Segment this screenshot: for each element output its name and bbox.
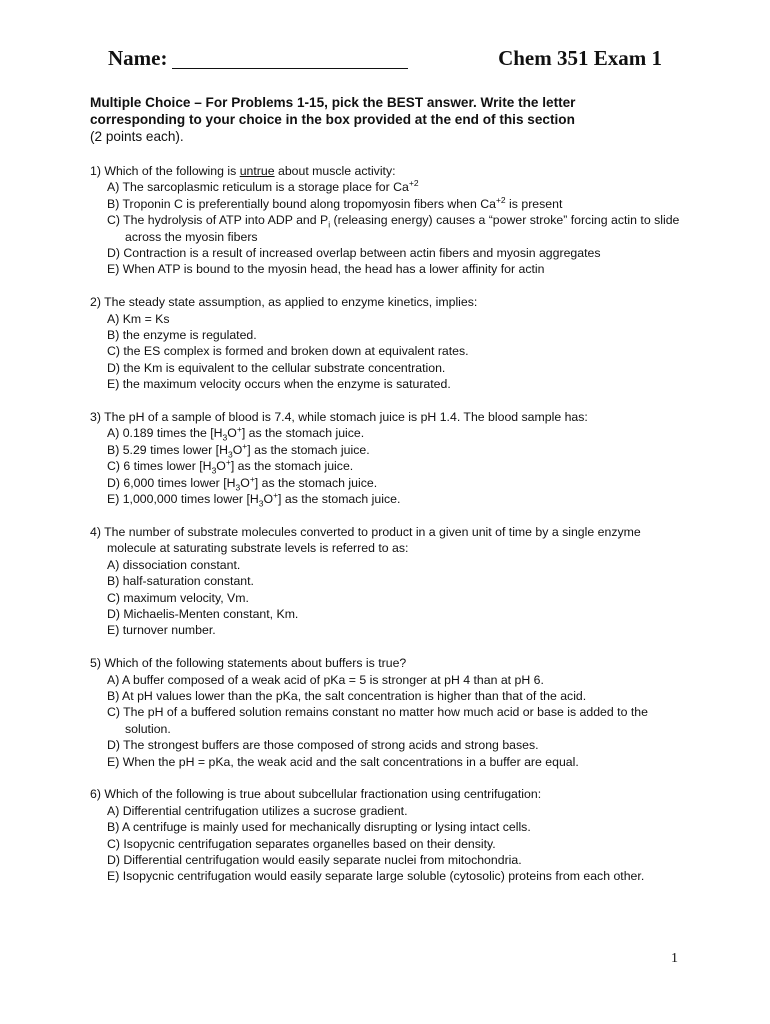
question-1-option-b: B) Troponin C is preferentially bound along tropomyosin fibers when $Ca^{+2}$ is present bbox=[107, 194, 563, 211]
question-4-option-d: D) Michaelis-Menten constant, Km. bbox=[107, 606, 299, 621]
question-5-option-b: B) At pH values lower than the pKa, the salt concentration is higher than that of the acid. bbox=[107, 688, 587, 703]
instructions-line-3: (2 points each). bbox=[90, 129, 184, 144]
question-5 bbox=[90, 655, 690, 770]
question-1-option-c: C) The hydrolysis of ATP into ADP and $P_i$ (releasing energy) causes a “power stroke” forcing actin to slide across the myosin fibers bbox=[107, 213, 680, 244]
question-6-option-a: A) Differential centrifugation utilizes a sucrose gradient. bbox=[107, 803, 408, 818]
question-2-stem: 2) The steady state assumption, as applied to enzyme kinetics, implies: bbox=[90, 295, 478, 310]
question-1-stem: 1) Which of the following is untrue about muscle activity: bbox=[90, 164, 396, 178]
question-4 bbox=[90, 524, 690, 639]
question-5-option-d: D) The strongest buffers are those composed of strong acids and strong bases. bbox=[107, 738, 539, 753]
question-2-option-c: C) the ES complex is formed and broken down at equivalent rates. bbox=[107, 344, 469, 359]
question-3-option-a: A) 0.189 times the $[H_3O^+]$ as the stomach juice. bbox=[107, 424, 365, 443]
question-2-option-b: B) the enzyme is regulated. bbox=[107, 328, 257, 343]
question-4-option-e: E) turnover number. bbox=[107, 623, 216, 638]
question-4-option-b: B) half-saturation constant. bbox=[107, 574, 254, 589]
question-2 bbox=[90, 294, 690, 392]
question-6-option-e: E) Isopycnic centrifugation would easily separate large soluble (cytosolic) proteins from each other. bbox=[107, 869, 645, 884]
instructions bbox=[90, 94, 690, 145]
instructions-line-1: Multiple Choice – For Problems 1-15, pick the BEST answer. Write the letter bbox=[90, 95, 576, 110]
instructions-line-2: corresponding to your choice in the box provided at the end of this section bbox=[90, 112, 575, 127]
question-6-option-b: B) A centrifuge is mainly used for mechanically disrupting or lysing intact cells. bbox=[107, 820, 531, 835]
question-3 bbox=[90, 409, 690, 507]
question-1-option-e: E) When ATP is bound to the myosin head, the head has a lower affinity for actin bbox=[107, 262, 545, 277]
question-2-option-a: A) Km = Ks bbox=[107, 311, 170, 326]
question-3-option-c: C) 6 times lower $[H_3O^+]$ as the stomach juice. bbox=[107, 457, 354, 476]
question-3-option-e: E) 1,000,000 times lower $[H_3O^+]$ as the stomach juice. bbox=[107, 490, 401, 509]
page-number: 1 bbox=[671, 951, 678, 966]
name-blank-line bbox=[172, 68, 408, 69]
question-3-option-d: D) 6,000 times lower $[H_3O^+]$ as the stomach juice. bbox=[107, 473, 378, 493]
question-6-option-c: C) Isopycnic centrifugation separates organelles based on their density. bbox=[107, 836, 496, 851]
question-6-option-d: D) Differential centrifugation would easily separate nuclei from mitochondria. bbox=[107, 852, 522, 867]
question-list bbox=[90, 163, 690, 901]
question-3-stem: 3) The pH of a sample of blood is 7.4, while stomach juice is pH 1.4. The blood sample has: bbox=[90, 410, 588, 425]
question-5-stem: 5) Which of the following statements about buffers is true? bbox=[90, 656, 407, 671]
question-2-option-d: D) the Km is equivalent to the cellular substrate concentration. bbox=[107, 360, 446, 375]
question-4-option-a: A) dissociation constant. bbox=[107, 557, 241, 572]
question-5-option-a: A) A buffer composed of a weak acid of pKa = 5 is stronger at pH 4 than at pH 6. bbox=[107, 672, 544, 687]
untrue-emphasis: untrue bbox=[239, 164, 275, 178]
question-4-stem: 4) The number of substrate molecules converted to product in a given unit of time by a single enzyme molecule at saturating substrate levels is referred to as: bbox=[90, 524, 641, 556]
name-label: Name: bbox=[108, 46, 168, 70]
page-header bbox=[108, 46, 668, 76]
question-6-stem: 6) Which of the following is true about subcellular fractionation using centrifugation: bbox=[90, 787, 542, 802]
question-2-option-e: E) the maximum velocity occurs when the enzyme is saturated. bbox=[107, 377, 451, 392]
question-3-option-b: B) 5.29 times lower $[H_3O^+]$ as the stomach juice. bbox=[107, 440, 370, 460]
question-1-option-a: A) The sarcoplasmic reticulum is a storage place for $Ca^{+2}$ bbox=[107, 178, 419, 195]
question-6 bbox=[90, 786, 690, 884]
question-5-option-e: E) When the pH = pKa, the weak acid and the salt concentrations in a buffer are equal. bbox=[107, 754, 579, 769]
question-1-option-d: D) Contraction is a result of increased overlap between actin fibers and myosin aggregates bbox=[107, 246, 601, 261]
exam-title: Chem 351 Exam 1 bbox=[498, 46, 662, 70]
question-4-option-c: C) maximum velocity, Vm. bbox=[107, 590, 249, 605]
question-1 bbox=[90, 163, 690, 278]
question-5-option-c: C) The pH of a buffered solution remains constant no matter how much acid or base is added to the solution. bbox=[107, 705, 648, 736]
